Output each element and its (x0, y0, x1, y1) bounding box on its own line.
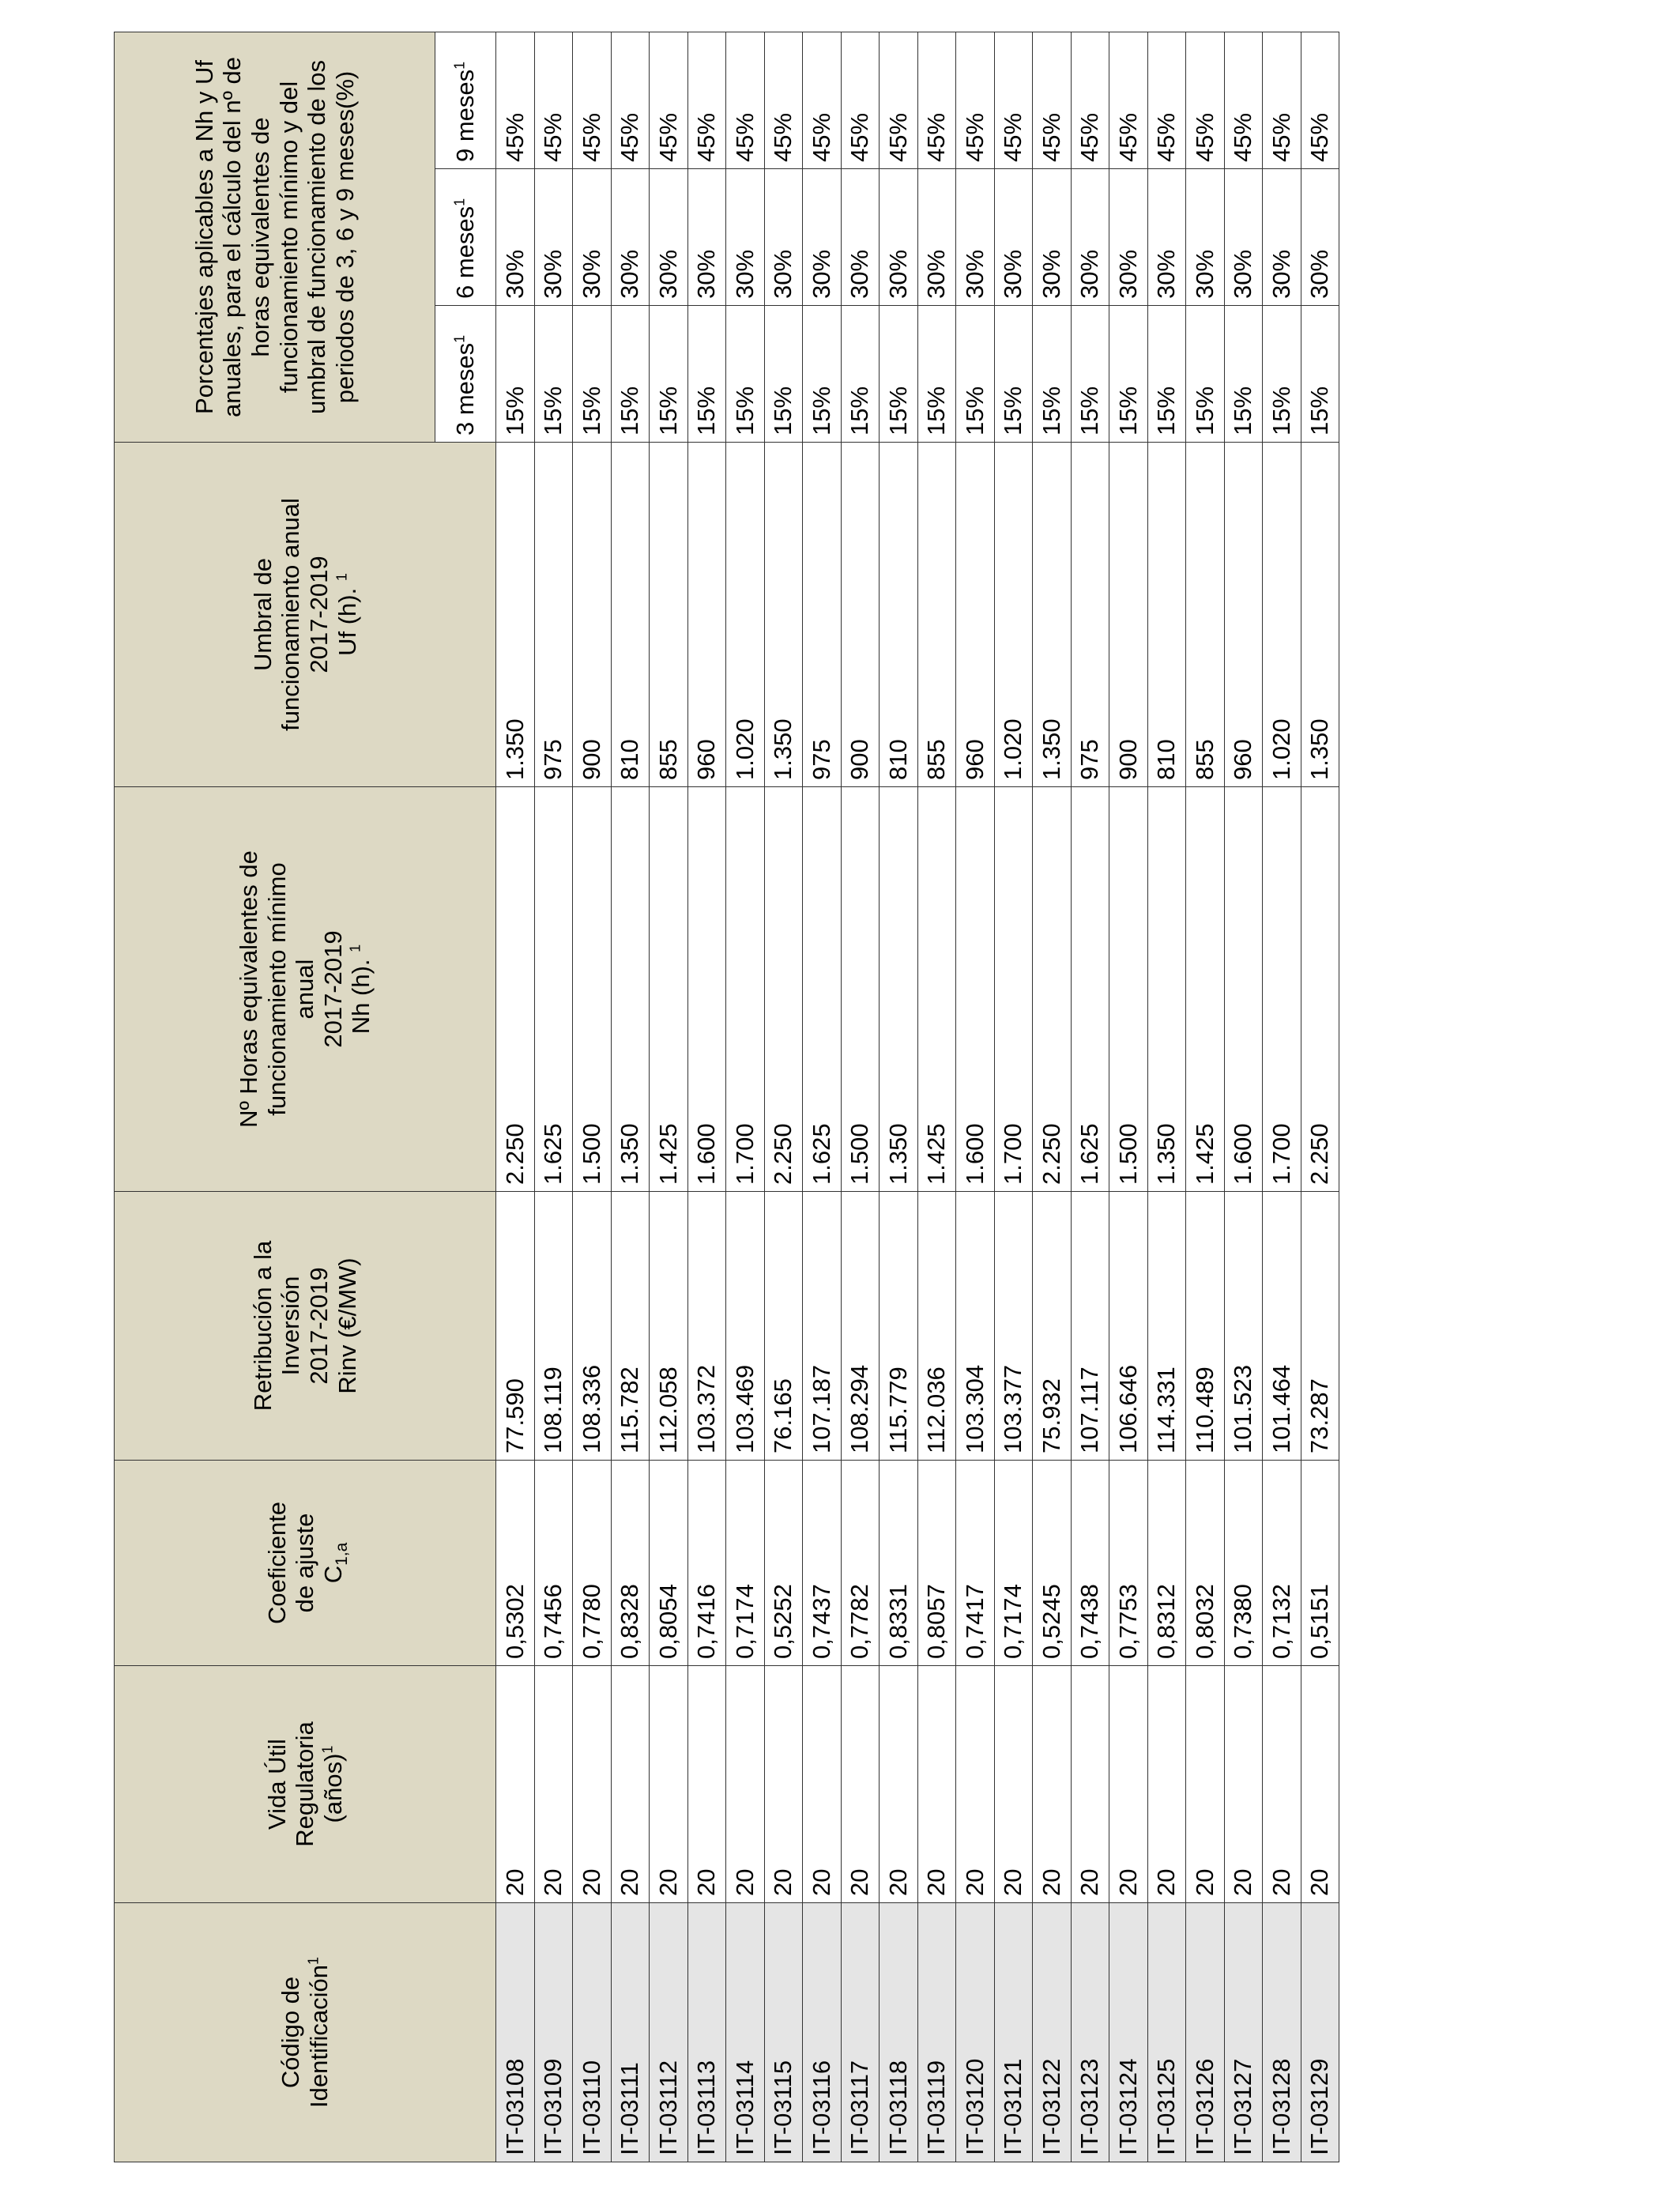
header-pct-line3: horas equivalentes de (246, 117, 274, 357)
uf-cell: 855 (1186, 443, 1225, 787)
header-vida-sup: 1 (319, 1745, 336, 1754)
pct-6-cell: 30% (1301, 169, 1339, 306)
pct-3-cell: 15% (726, 306, 765, 443)
table-row (803, 32, 842, 2162)
header-vida-line3: (años) (318, 1753, 347, 1823)
header-uf-line4: Uf (h). (333, 587, 361, 656)
header-rinv-line1: Retribución a la (248, 1240, 277, 1412)
uf-cell: 960 (1224, 443, 1263, 787)
header-pct-line6: periodos de 3, 6 y 9 meses(%) (330, 70, 359, 404)
nh-cell: 1.625 (534, 787, 573, 1192)
nh-cell: 2.250 (764, 787, 803, 1192)
code-cell: IT-03112 (650, 1903, 688, 2162)
pct-3-cell: 15% (611, 306, 650, 443)
nh-cell: 1.700 (726, 787, 765, 1192)
pct-6-cell: 30% (573, 169, 612, 306)
coef-cell: 0,7174 (994, 1461, 1033, 1666)
pct-6-cell: 30% (764, 169, 803, 306)
vida-cell: 20 (764, 1666, 803, 1903)
pct-9-cell: 45% (726, 32, 765, 169)
uf-cell: 810 (880, 443, 918, 787)
coef-cell: 0,7174 (726, 1461, 765, 1666)
vida-cell: 20 (1301, 1666, 1339, 1903)
table-row (880, 32, 918, 2162)
coef-cell: 0,8331 (880, 1461, 918, 1666)
nh-cell: 1.500 (573, 787, 612, 1192)
uf-cell: 1.020 (726, 443, 765, 787)
nh-cell: 1.625 (803, 787, 842, 1192)
pct-3-cell: 15% (1147, 306, 1186, 443)
pct-6-cell: 30% (1224, 169, 1263, 306)
pct-9-cell: 45% (573, 32, 612, 169)
rinv-cell: 112.036 (917, 1192, 956, 1461)
pct-9-cell: 45% (917, 32, 956, 169)
code-cell: IT-03126 (1186, 1903, 1225, 2162)
pct-9-cell: 45% (534, 32, 573, 169)
pct-3-cell: 15% (534, 306, 573, 443)
vida-cell: 20 (1071, 1666, 1109, 1903)
header-9-meses (435, 32, 496, 169)
rinv-cell: 112.058 (650, 1192, 688, 1461)
rinv-cell: 110.489 (1186, 1192, 1225, 1461)
nh-cell: 1.350 (880, 787, 918, 1192)
header-pct (115, 32, 435, 443)
header-rinv (115, 1192, 496, 1461)
pct-6-cell: 30% (611, 169, 650, 306)
pct-9-cell: 45% (1186, 32, 1225, 169)
nh-cell: 1.600 (956, 787, 995, 1192)
code-cell: IT-03110 (573, 1903, 612, 2162)
coef-cell: 0,7380 (1224, 1461, 1263, 1666)
header-3-meses (435, 306, 496, 443)
uf-cell: 1.350 (1301, 443, 1339, 787)
code-cell: IT-03120 (956, 1903, 995, 2162)
uf-cell: 960 (956, 443, 995, 787)
uf-cell: 975 (1071, 443, 1109, 787)
header-rinv-line2: Inversión (277, 1276, 305, 1376)
header-vida-line1: Vida Útil (262, 1739, 291, 1830)
code-cell: IT-03113 (687, 1903, 726, 2162)
vida-cell: 20 (1224, 1666, 1263, 1903)
rinv-cell: 103.469 (726, 1192, 765, 1461)
rinv-cell: 114.331 (1147, 1192, 1186, 1461)
vida-cell: 20 (1033, 1666, 1072, 1903)
table-body (496, 32, 1339, 2162)
table-row (1186, 32, 1225, 2162)
code-cell: IT-03119 (917, 1903, 956, 2162)
table-row (1224, 32, 1263, 2162)
uf-cell: 900 (1109, 443, 1148, 787)
pct-9-cell: 45% (611, 32, 650, 169)
vida-cell: 20 (1147, 1666, 1186, 1903)
code-cell: IT-03128 (1263, 1903, 1301, 2162)
table-row (573, 32, 612, 2162)
pct-6-cell: 30% (956, 169, 995, 306)
header-pct-line1: Porcentajes aplicables a Nh y Uf (190, 60, 218, 415)
pct-3-cell: 15% (573, 306, 612, 443)
table-row (917, 32, 956, 2162)
header-uf-line2: funcionamiento anual (277, 498, 305, 731)
header-nh (115, 787, 496, 1192)
pct-3-cell: 15% (803, 306, 842, 443)
header-9-meses-sup: 1 (451, 61, 468, 70)
nh-cell: 2.250 (496, 787, 535, 1192)
rinv-cell: 77.590 (496, 1192, 535, 1461)
coef-cell: 0,7417 (956, 1461, 995, 1666)
header-code-sup: 1 (305, 1957, 322, 1966)
vida-cell: 20 (956, 1666, 995, 1903)
pct-3-cell: 15% (841, 306, 880, 443)
coef-cell: 0,8328 (611, 1461, 650, 1666)
header-uf-line1: Umbral de (248, 558, 277, 671)
nh-cell: 1.425 (650, 787, 688, 1192)
table-row (1301, 32, 1339, 2162)
pct-6-cell: 30% (1147, 169, 1186, 306)
rinv-cell: 106.646 (1109, 1192, 1148, 1461)
code-cell: IT-03111 (611, 1903, 650, 2162)
table-row (1071, 32, 1109, 2162)
pct-9-cell: 45% (1224, 32, 1263, 169)
code-cell: IT-03108 (496, 1903, 535, 2162)
pct-3-cell: 15% (687, 306, 726, 443)
table-row (687, 32, 726, 2162)
pct-3-cell: 15% (1301, 306, 1339, 443)
pct-3-cell: 15% (1109, 306, 1148, 443)
data-table (114, 32, 1339, 2162)
vida-cell: 20 (573, 1666, 612, 1903)
vida-cell: 20 (1186, 1666, 1225, 1903)
uf-cell: 960 (687, 443, 726, 787)
header-coef (115, 1461, 496, 1666)
header-vida-line2: Regulatoria (291, 1721, 319, 1847)
coef-cell: 0,8057 (917, 1461, 956, 1666)
header-3-meses-text: 3 meses (451, 342, 480, 435)
rinv-cell: 103.372 (687, 1192, 726, 1461)
rotated-page (114, 32, 1334, 2162)
pct-9-cell: 45% (764, 32, 803, 169)
header-coef-line3: C (318, 1565, 347, 1584)
rinv-cell: 73.287 (1301, 1192, 1339, 1461)
nh-cell: 1.700 (994, 787, 1033, 1192)
header-uf-line3: 2017-2019 (305, 556, 333, 673)
code-cell: IT-03117 (841, 1903, 880, 2162)
nh-cell: 1.425 (917, 787, 956, 1192)
nh-cell: 1.425 (1186, 787, 1225, 1192)
pct-6-cell: 30% (1033, 169, 1072, 306)
header-nh-line4: 2017-2019 (318, 930, 347, 1048)
nh-cell: 1.500 (841, 787, 880, 1192)
pct-9-cell: 45% (841, 32, 880, 169)
uf-cell: 1.350 (764, 443, 803, 787)
pct-9-cell: 45% (880, 32, 918, 169)
table-row (726, 32, 765, 2162)
nh-cell: 1.500 (1109, 787, 1148, 1192)
vida-cell: 20 (650, 1666, 688, 1903)
rinv-cell: 108.336 (573, 1192, 612, 1461)
uf-cell: 1.350 (496, 443, 535, 787)
header-rinv-line4: Rinv (€/MW) (333, 1257, 361, 1394)
coef-cell: 0,5151 (1301, 1461, 1339, 1666)
header-nh-line1: Nº Horas equivalentes de (234, 850, 262, 1128)
vida-cell: 20 (687, 1666, 726, 1903)
vida-cell: 20 (841, 1666, 880, 1903)
pct-3-cell: 15% (1033, 306, 1072, 443)
header-3-meses-sup: 1 (451, 334, 468, 343)
nh-cell: 1.600 (687, 787, 726, 1192)
code-cell: IT-03129 (1301, 1903, 1339, 2162)
pct-9-cell: 45% (496, 32, 535, 169)
coef-cell: 0,7438 (1071, 1461, 1109, 1666)
header-coef-line2: de ajuste (291, 1513, 319, 1613)
table-row (496, 32, 535, 2162)
vida-cell: 20 (803, 1666, 842, 1903)
pct-3-cell: 15% (994, 306, 1033, 443)
nh-cell: 1.700 (1263, 787, 1301, 1192)
rinv-cell: 115.779 (880, 1192, 918, 1461)
coef-cell: 0,7782 (841, 1461, 880, 1666)
uf-cell: 1.020 (994, 443, 1033, 787)
nh-cell: 1.350 (1147, 787, 1186, 1192)
vida-cell: 20 (496, 1666, 535, 1903)
nh-cell: 1.625 (1071, 787, 1109, 1192)
table-row (611, 32, 650, 2162)
rinv-cell: 76.165 (764, 1192, 803, 1461)
rinv-cell: 115.782 (611, 1192, 650, 1461)
header-rinv-line3: 2017-2019 (305, 1267, 333, 1385)
nh-cell: 2.250 (1033, 787, 1072, 1192)
vida-cell: 20 (917, 1666, 956, 1903)
coef-cell: 0,7780 (573, 1461, 612, 1666)
pct-6-cell: 30% (650, 169, 688, 306)
code-cell: IT-03124 (1109, 1903, 1148, 2162)
pct-9-cell: 45% (803, 32, 842, 169)
coef-cell: 0,7437 (803, 1461, 842, 1666)
table-row (1033, 32, 1072, 2162)
pct-9-cell: 45% (994, 32, 1033, 169)
nh-cell: 1.600 (1224, 787, 1263, 1192)
table-row (994, 32, 1033, 2162)
pct-3-cell: 15% (1224, 306, 1263, 443)
uf-cell: 855 (650, 443, 688, 787)
pct-9-cell: 45% (1109, 32, 1148, 169)
nh-cell: 1.350 (611, 787, 650, 1192)
pct-6-cell: 30% (534, 169, 573, 306)
pct-3-cell: 15% (1071, 306, 1109, 443)
header-uf-sup: 1 (333, 573, 350, 582)
table-row (764, 32, 803, 2162)
vida-cell: 20 (1109, 1666, 1148, 1903)
pct-9-cell: 45% (1071, 32, 1109, 169)
header-code-text: Código de Identificación (277, 1965, 333, 2108)
coef-cell: 0,8054 (650, 1461, 688, 1666)
vida-cell: 20 (726, 1666, 765, 1903)
header-pct-line5: umbral de funcionamiento de los (303, 59, 331, 415)
coef-cell: 0,5302 (496, 1461, 535, 1666)
pct-3-cell: 15% (1263, 306, 1301, 443)
rinv-cell: 103.304 (956, 1192, 995, 1461)
pct-6-cell: 30% (917, 169, 956, 306)
coef-cell: 0,8312 (1147, 1461, 1186, 1666)
code-cell: IT-03114 (726, 1903, 765, 2162)
coef-cell: 0,8032 (1186, 1461, 1225, 1666)
pct-6-cell: 30% (1109, 169, 1148, 306)
uf-cell: 1.350 (1033, 443, 1072, 787)
code-cell: IT-03125 (1147, 1903, 1186, 2162)
pct-3-cell: 15% (650, 306, 688, 443)
coef-cell: 0,7416 (687, 1461, 726, 1666)
uf-cell: 900 (573, 443, 612, 787)
uf-cell: 810 (611, 443, 650, 787)
rinv-cell: 101.523 (1224, 1192, 1263, 1461)
pct-3-cell: 15% (880, 306, 918, 443)
pct-9-cell: 45% (956, 32, 995, 169)
coef-cell: 0,5252 (764, 1461, 803, 1666)
code-cell: IT-03115 (764, 1903, 803, 2162)
pct-3-cell: 15% (496, 306, 535, 443)
uf-cell: 810 (1147, 443, 1186, 787)
header-coef-sub: 1,a (333, 1542, 351, 1566)
code-cell: IT-03121 (994, 1903, 1033, 2162)
table-row (1109, 32, 1148, 2162)
code-cell: IT-03127 (1224, 1903, 1263, 2162)
uf-cell: 975 (803, 443, 842, 787)
coef-cell: 0,7132 (1263, 1461, 1301, 1666)
pct-9-cell: 45% (1147, 32, 1186, 169)
header-9-meses-text: 9 meses (451, 69, 480, 162)
pct-6-cell: 30% (1071, 169, 1109, 306)
rinv-cell: 101.464 (1263, 1192, 1301, 1461)
coef-cell: 0,7753 (1109, 1461, 1148, 1666)
pct-9-cell: 45% (1301, 32, 1339, 169)
table-row (1147, 32, 1186, 2162)
rinv-cell: 107.187 (803, 1192, 842, 1461)
rinv-cell: 103.377 (994, 1192, 1033, 1461)
vida-cell: 20 (1263, 1666, 1301, 1903)
header-nh-line5: Nh (h). (347, 959, 375, 1035)
table-row (1263, 32, 1301, 2162)
header-coef-line1: Coeficiente (262, 1501, 291, 1625)
pct-6-cell: 30% (496, 169, 535, 306)
uf-cell: 900 (841, 443, 880, 787)
vida-cell: 20 (880, 1666, 918, 1903)
rinv-cell: 108.119 (534, 1192, 573, 1461)
pct-6-cell: 30% (1186, 169, 1225, 306)
code-cell: IT-03109 (534, 1903, 573, 2162)
pct-3-cell: 15% (1186, 306, 1225, 443)
uf-cell: 1.020 (1263, 443, 1301, 787)
code-cell: IT-03122 (1033, 1903, 1072, 2162)
pct-6-cell: 30% (880, 169, 918, 306)
rinv-cell: 75.932 (1033, 1192, 1072, 1461)
header-pct-line4: funcionamiento mínimo y del (274, 81, 303, 394)
pct-9-cell: 45% (650, 32, 688, 169)
pct-3-cell: 15% (917, 306, 956, 443)
coef-cell: 0,7456 (534, 1461, 573, 1666)
pct-6-cell: 30% (803, 169, 842, 306)
table-row (956, 32, 995, 2162)
header-nh-line3: anual (291, 959, 319, 1020)
coef-cell: 0,5245 (1033, 1461, 1072, 1666)
header-pct-line2: anuales, para el cálculo del nº de (218, 57, 247, 417)
header-nh-line2: funcionamiento mínimo (262, 862, 291, 1116)
pct-9-cell: 45% (687, 32, 726, 169)
rinv-cell: 108.294 (841, 1192, 880, 1461)
header-6-meses (435, 169, 496, 306)
pct-6-cell: 30% (841, 169, 880, 306)
header-6-meses-text: 6 meses (451, 205, 480, 299)
uf-cell: 855 (917, 443, 956, 787)
nh-cell: 2.250 (1301, 787, 1339, 1192)
code-cell: IT-03118 (880, 1903, 918, 2162)
vida-cell: 20 (994, 1666, 1033, 1903)
rinv-cell: 107.117 (1071, 1192, 1109, 1461)
pct-6-cell: 30% (994, 169, 1033, 306)
code-cell: IT-03116 (803, 1903, 842, 2162)
header-nh-sup: 1 (348, 944, 364, 952)
vida-cell: 20 (611, 1666, 650, 1903)
pct-6-cell: 30% (687, 169, 726, 306)
pct-9-cell: 45% (1263, 32, 1301, 169)
code-cell: IT-03123 (1071, 1903, 1109, 2162)
table-row (841, 32, 880, 2162)
pct-3-cell: 15% (956, 306, 995, 443)
table-row (534, 32, 573, 2162)
pct-3-cell: 15% (764, 306, 803, 443)
uf-cell: 975 (534, 443, 573, 787)
table-row (650, 32, 688, 2162)
pct-9-cell: 45% (1033, 32, 1072, 169)
pct-6-cell: 30% (1263, 169, 1301, 306)
header-code (115, 1903, 496, 2162)
pct-6-cell: 30% (726, 169, 765, 306)
vida-cell: 20 (534, 1666, 573, 1903)
header-uf (115, 443, 496, 787)
header-6-meses-sup: 1 (451, 198, 468, 206)
header-vida (115, 1666, 496, 1903)
